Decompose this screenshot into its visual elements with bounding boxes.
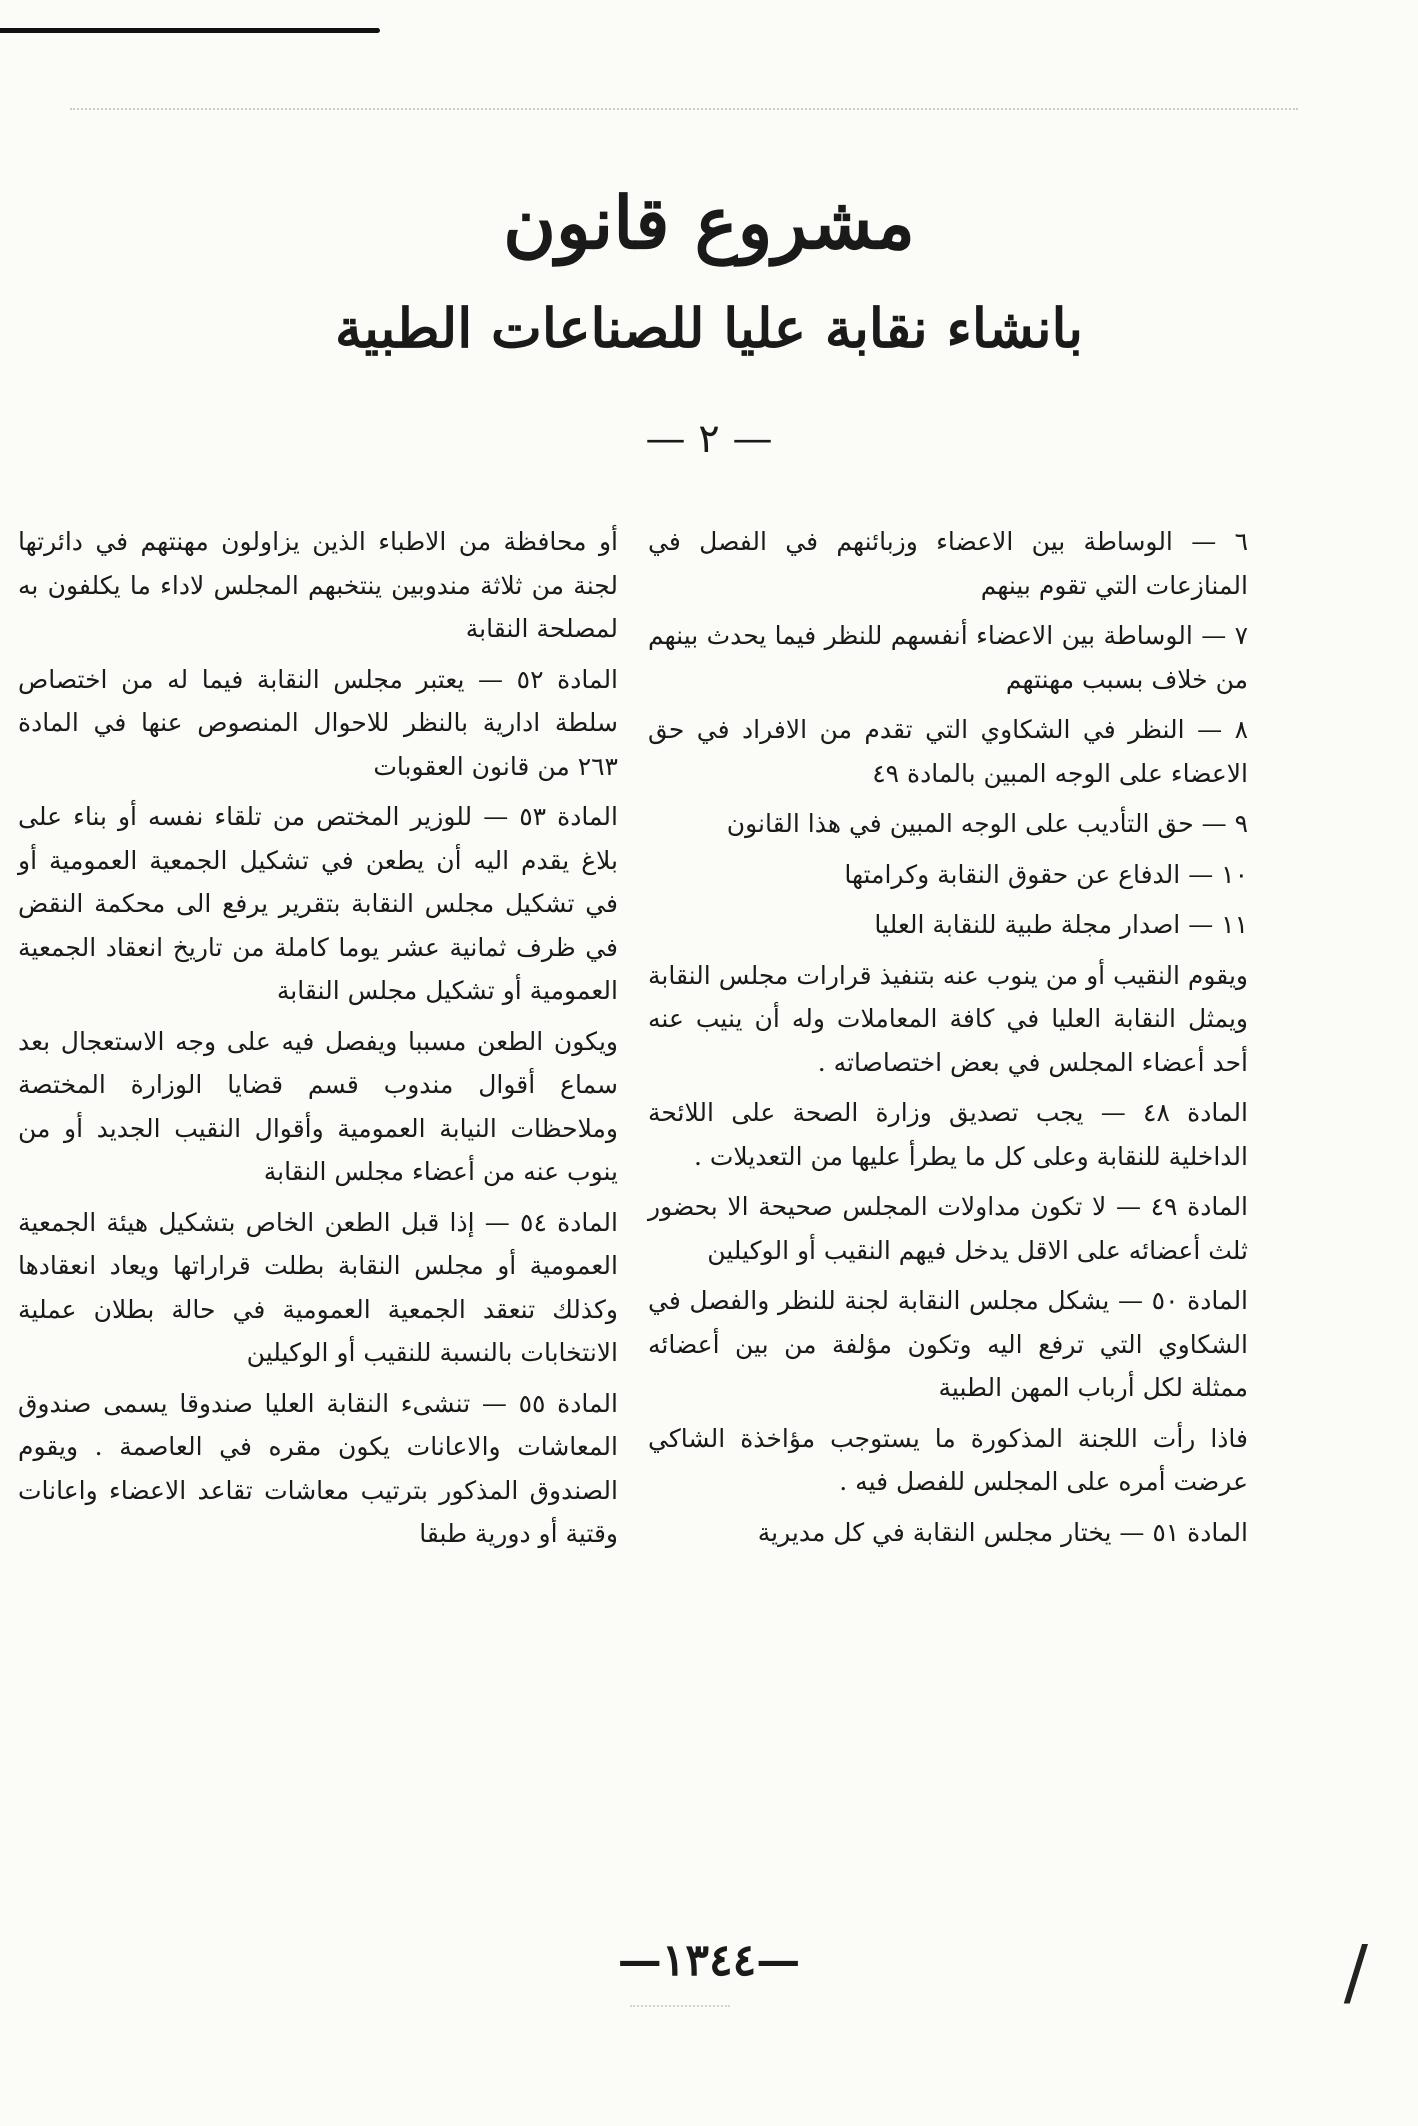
document-title: مشروع قانون [503, 180, 915, 265]
paragraph: ويكون الطعن مسببا ويفصل فيه على وجه الاستعجال بعد سماع أقوال مندوب قسم قضايا الوزارة المختصة وملاحظات النيابة العمومية وأقوال النقيب الجديد أو من ينوب عنه من أعضاء مجلس النقابة [18, 1026, 618, 1186]
header-scan-specks [70, 108, 1298, 124]
paragraph: المادة ٥٠ — يشكل مجلس النقابة لجنة للنظر والفصل في الشكاوي التي ترفع اليه وتكون مؤلفة من بين أعضائه ممثلة لكل أرباب المهن الطبية [648, 1286, 1249, 1402]
paragraph: المادة ٥٥ — تنشىء النقابة العليا صندوقا يسمى صندوق المعاشات والاعانات يكون مقره في العاصمة . ويقوم الصندوق المذكور بترتيب معاشات تقاعد الاعضاء واعانات وقتية أو دورية طبقا [18, 1388, 618, 1548]
paragraph: المادة ٥٣ — للوزير المختص من تلقاء نفسه أو بناء على بلاغ يقدم اليه أن يطعن في تشكيل الجمعية العمومية أو في تشكيل مجلس النقابة بتقرير يرفع الى محكمة النقض في ظرف ثمانية عشر يوما كاملة من تاريخ انعقاد الجمعية العمومية أو تشكيل مجلس النقابة [18, 802, 618, 1005]
paragraph: المادة ٤٨ — يجب تصديق وزارة الصحة على اللائحة الداخلية للنقابة وعلى كل ما يطرأ عليها من التعديلات . [648, 1098, 1248, 1171]
paragraph: ٦ — الوساطة بين الاعضاء وزبائنهم في الفصل في المنازعات التي تقوم بينهم [648, 527, 1248, 600]
paragraph: ٨ — النظر في الشكاوي التي تقدم من الافراد في حق الاعضاء على الوجه المبين بالمادة ٤٩ [648, 715, 1248, 788]
paragraph: أو محافظة من الاطباء الذين يزاولون مهنتهم في دائرتها لجنة من ثلاثة مندوبين ينتخبهم المجلس لاداء ما يكلفون به لمصلحة النقابة [18, 527, 618, 643]
paragraph: المادة ٥٤ — إذا قبل الطعن الخاص بتشكيل هيئة الجمعية العمومية أو مجلس النقابة بطلت قراراتها ويعاد انعقادها وكذلك تنعقد الجمعية العمومية في حالة بطلان عملية الانتخابات بالنسبة للنقيب أو الوكيلين [18, 1207, 618, 1367]
paragraph: ويقوم النقيب أو من ينوب عنه بتنفيذ قرارات مجلس النقابة ويمثل النقابة العليا في كافة المعاملات وله أن ينيب عنه أحد أعضاء المجلس في بعض اختصاصاته . [648, 960, 1248, 1077]
paragraph: المادة ٤٩ — لا تكون مداولات المجلس صحيحة الا بحضور ثلث أعضائه على الاقل يدخل فيهم النقيب أو الوكيلين [648, 1192, 1249, 1265]
paragraph: المادة ٥١ — يختار مجلس النقابة في كل مديرية [757, 1517, 1248, 1547]
part-number: — ٢ — [645, 416, 773, 462]
page-number: —١٣٤٤— [617, 1935, 801, 1986]
document-subtitle: بانشاء نقابة عليا للصناعات الطبية [334, 296, 1084, 360]
left-column [18, 520, 618, 1563]
footer-scan-specks [630, 2005, 730, 2007]
paragraph: ٧ — الوساطة بين الاعضاء أنفسهم للنظر فيما يحدث بينهم من خلاف بسبب مهنتهم [648, 621, 1248, 694]
handwritten-mark: / [1343, 1930, 1368, 2014]
paragraph: ٩ — حق التأديب على الوجه المبين في هذا القانون [726, 809, 1248, 838]
top-margin-rule [0, 28, 380, 33]
paragraph: فاذا رأت اللجنة المذكورة ما يستوجب مؤاخذة الشاكي عرضت أمره على المجلس للفصل فيه . [648, 1423, 1248, 1496]
paragraph: ١٠ — الدفاع عن حقوق النقابة وكرامتها [844, 859, 1248, 889]
right-column [648, 520, 1248, 1561]
paragraph: ١١ — اصدار مجلة طبية للنقابة العليا [874, 910, 1248, 939]
paragraph: المادة ٥٢ — يعتبر مجلس النقابة فيما له من اختصاص سلطة ادارية بالنظر للاحوال المنصوص عنها في المادة ٢٦٣ من قانون العقوبات [18, 664, 619, 781]
